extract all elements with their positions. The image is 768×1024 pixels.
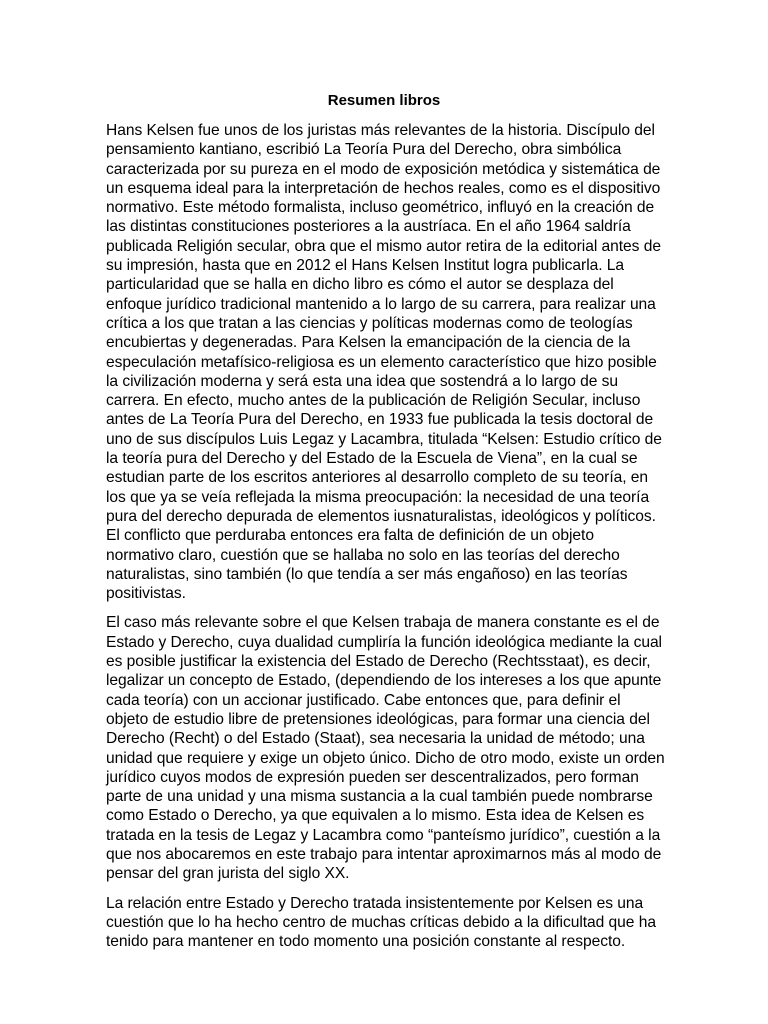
paragraph-1: Hans Kelsen fue unos de los juristas más relevantes de la historia. Discípulo del pensamiento kantiano, escribió La Teoría Pura del Derecho, obra simbólica caracterizada por su pureza en el modo de exposición metódica y sistemática de un esquema ideal para la interpretación de hechos reales, como es el dispositivo normativo. Este método formalista, incluso geométrico, influyó en la creación de las distintas constituciones posteriores a la austríaca. En el año 1964 saldría publicada Religión secular, obra que el mismo autor retira de la editorial antes de su impresión, hasta que en 2012 el Hans Kelsen Institut logra publicarla. La particularidad que se halla en dicho libro es cómo el autor se desplaza del enfoque jurídico tradicional mantenido a lo largo de su carrera, para realizar una crítica a los que tratan a las ciencias y políticas modernas como de teologías encubiertas y degeneradas. Para Kelsen la emancipación de la ciencia de la especulación metafísico-religiosa es un elemento característico que hizo posible la civilización moderna y será esta una idea que sostendrá a lo largo de su carrera. En efecto, mucho antes de la publicación de Religión Secular, incluso antes de La Teoría Pura del Derecho, en 1933 fue publicada la tesis doctoral de uno de sus discípulos Luis Legaz y Lacambra, titulada “Kelsen: Estudio crítico de la teoría pura del Derecho y del Estado de la Escuela de Viena”, en la cual se estudian parte de los escritos anteriores al desarrollo completo de su teoría, en los que ya se veía reflejada la misma preocupación: la necesidad de una teoría pura del derecho depurada de elementos iusnaturalistas, ideológicos y políticos. El conflicto que perduraba entonces era falta de definición de un objeto normativo claro, cuestión que se hallaba no solo en las teorías del derecho naturalistas, sino también (lo que tendía a ser más engañoso) en las teorías positivistas. — [106, 122, 662, 603]
page-title: Resumen libros — [327, 92, 441, 109]
paragraph-2: El caso más relevante sobre el que Kelsen trabaja de manera constante es el de Estado y Derecho, cuya dualidad cumpliría la función ideológica mediante la cual es posible justificar la existencia del Estado de Derecho (Rechtsstaat), es decir, legalizar un concepto de Estado, (dependiendo de los intereses a los que apunte cada teoría) con un accionar justificado. Cabe entonces que, para definir el objeto de estudio libre de pretensiones ideológicas, para formar una ciencia del Derecho (Recht) o del Estado (Staat), sea necesaria la unidad de método; una unidad que requiere y exige un objeto único. Dicho de otro modo, existe un orden jurídico cuyos modos de expresión pueden ser descentralizados, pero forman parte de una unidad y una misma sustancia a la cual también puede nombrarse como Estado o Derecho, ya que equivalen a lo mismo. Esta idea de Kelsen es tratada en la tesis de Legaz y Lacambra como “panteísmo jurídico”, cuestión a la que nos abocaremos en este trabajo para intentar aproximarnos más al modo de pensar del gran jurista del siglo XX. — [106, 614, 665, 883]
paragraph-3: La relación entre Estado y Derecho tratada insistentemente por Kelsen es una cuestión que lo ha hecho centro de muchas críticas debido a la dificultad que ha tenido para mantener en todo momento una posición constante al respecto. — [106, 894, 656, 951]
document-body — [106, 121, 666, 961]
